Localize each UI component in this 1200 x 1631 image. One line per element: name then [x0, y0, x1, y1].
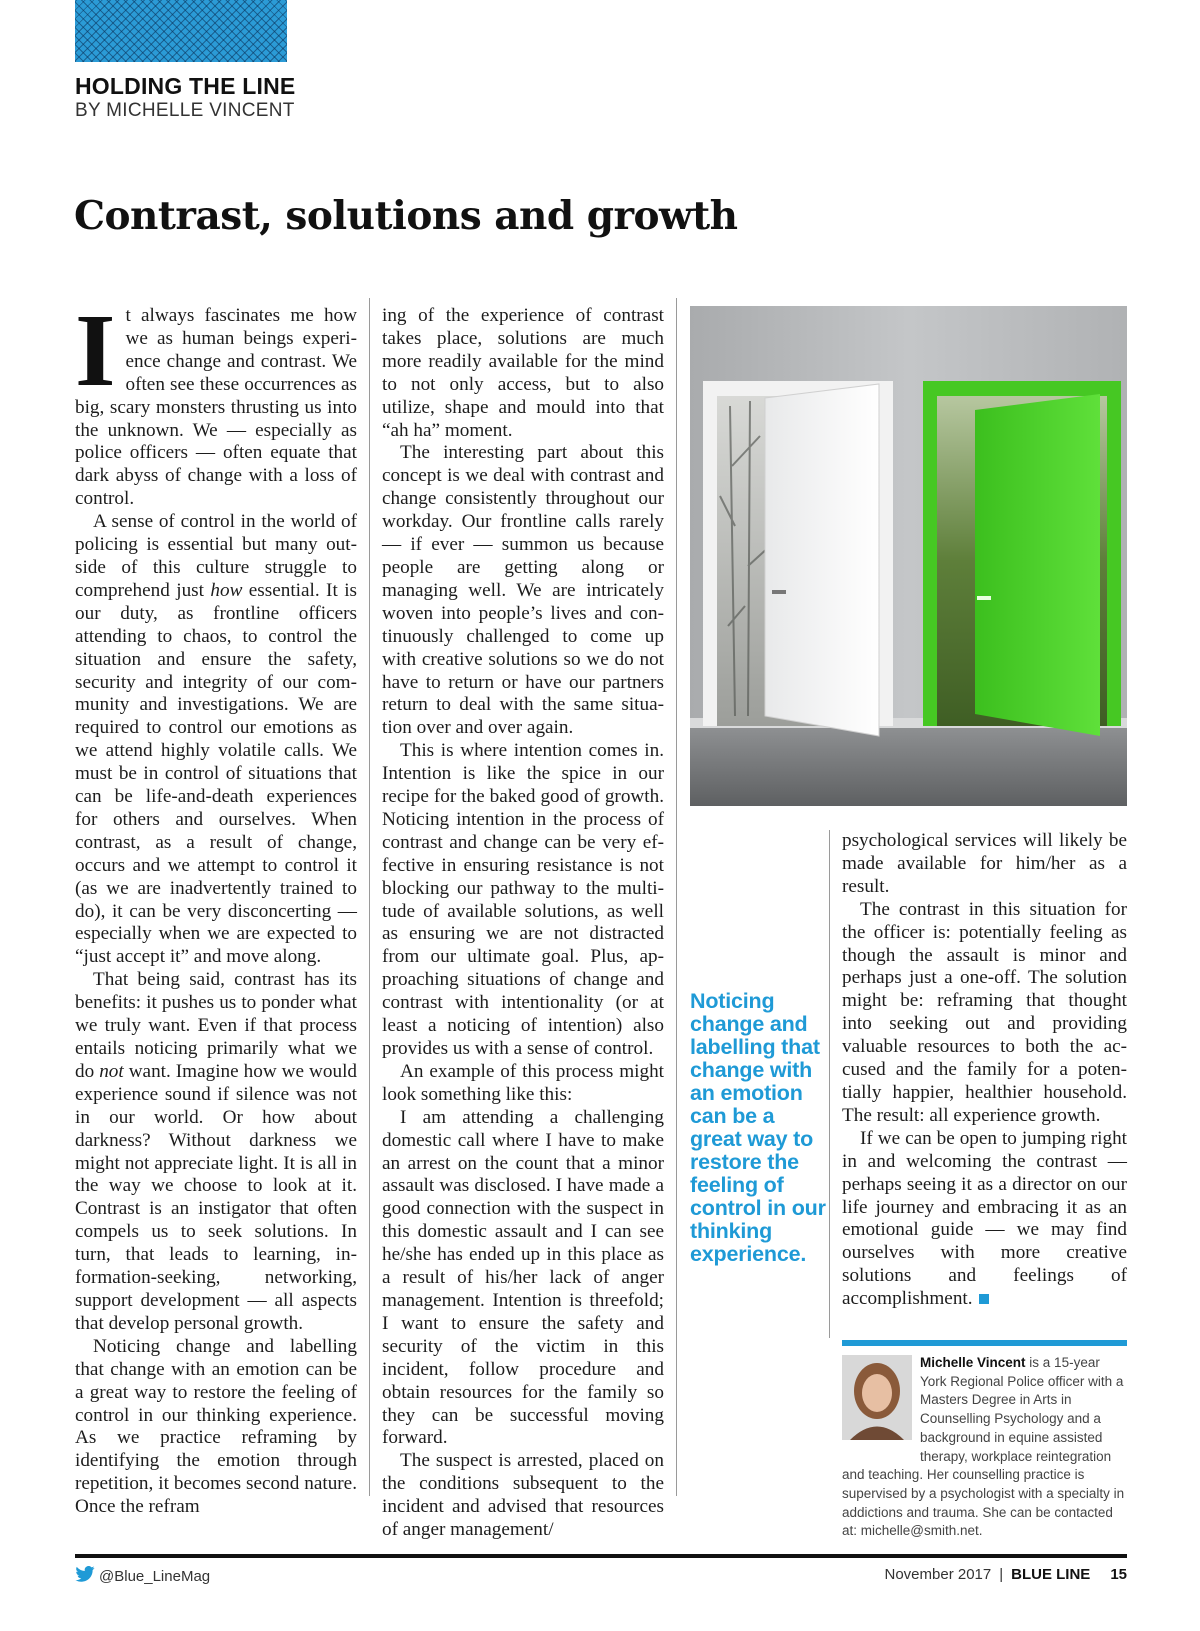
header-decoration: [75, 0, 287, 62]
paragraph: ing of the experience of contrast takes place, solutions are much more readily available for the mind to not only access, but to also utilize, shape and mould into that “ah ha” moment.: [382, 305, 664, 441]
emphasis: how: [210, 579, 243, 601]
author-name: Michelle Vincent: [920, 1355, 1026, 1370]
twitter-bird-icon: [75, 1566, 95, 1586]
end-mark-icon: [979, 1294, 989, 1304]
paragraph: The interesting part about this concept is we deal with contrast and change consistently throughout our workday. Our frontline calls rarely — if ever — summon us because people are getting along or managing well. We are intricately woven into people’s lives and continuously challenged to come up with creative solutions so we do not have to return or have our partners return to deal with the same situation over and over again.: [382, 442, 664, 739]
bio-accent-bar: [842, 1340, 1127, 1346]
column-rule: [829, 830, 830, 1338]
paragraph: [75, 969, 357, 1336]
article-column-1: [75, 293, 357, 1519]
author-bio: [842, 1354, 1127, 1541]
column-rule: [369, 298, 370, 1496]
paragraph: psychological services will likely be made available for him/her as a result.: [842, 830, 1127, 897]
paragraph: The contrast in this situation for the officer is: potentially feeling as though the assault is minor and perhaps just a one-off. The solution might be: reframing that thought into seeking out and providing valuable resources to both the accused and the family for a potentially happier, healthier household. The result: all experience growth.: [842, 898, 1127, 1126]
paragraph-text: want. Imagine how we would experience sound if silence was not in our world. Or how about darkness? Without darkness we might not appreciate light. It is all in the way we choose to look at it. Contrast is an instigator that often compels us to seek solutions. In turn, that leads to learning, information-seeking, networking, support development — all aspects that develop personal growth.: [75, 1060, 357, 1334]
article-column-3: [842, 830, 1127, 1311]
paragraph: t always fascinates me how we as human beings experience change and contrast. We often see these occurrences as big, scary monsters thrusting us into the unknown. We — especially as police officers — often equate that dark abyss of change with a loss of control.: [75, 305, 357, 510]
footer-rule: [75, 1554, 1127, 1558]
paragraph-text: essential. It is our duty, as frontline officers attending to chaos, to control the situation and ensure the safety, security and integrity of our community and investigations. We are required to control our emotions as we attend highly volatile calls. We must be in control of situations that can be life-and-death experiences for others and ourselves. When contrast, as a result of change, occurs and we attempt to control it (as we are inadvertently trained to do), it can be very disconcerting — especially when we are expected to “just accept it” and move along.: [75, 579, 357, 968]
emphasis: not: [99, 1060, 124, 1082]
paragraph-text: If we can be open to jumping right in and welcoming the contrast — perhaps seeing it as a director on our life journey and embracing it as an emotional guide — we may find ourselves with more creative solutions and feelings of accomplishment.: [842, 1127, 1127, 1310]
footer-info: [885, 1566, 1128, 1583]
section-kicker: HOLDING THE LINE: [75, 73, 296, 99]
paragraph: The suspect is arrested, placed on the conditions subsequent to the incident and advised that resources of anger management/: [382, 1450, 664, 1541]
doors-photo: [690, 306, 1127, 806]
paragraph-text: That being said, contrast has its benefits: it pushes us to ponder what we truly want. Even if that process entails noticing primarily what we do: [75, 969, 357, 1082]
paragraph: [842, 1128, 1127, 1311]
page-number: 15: [1110, 1566, 1127, 1583]
article-column-2: [382, 305, 664, 1542]
paragraph: This is where intention comes in. Intention is like the spice in our recipe for the baked good of growth. Noticing intention in the process of contrast and change can be very effective in ensuring resistance is not blocking our pathway to the multitude of available solutions, as well as ensuring we are not distracted from our ultimate goal. Plus, approaching situations of change and contrast with intentionality (or at least a noticing of intention) also provides us with a sense of control.: [382, 740, 664, 1059]
bio-photo-spacer: [842, 1354, 920, 1450]
issue-date: November 2017: [884, 1566, 992, 1583]
paragraph: Noticing change and labelling that change with an emotion can be a great way to restore the feeling of control in our thinking experience. As we practice reframing by identifying the emotion through repetition, it becomes second nature. Once the refram: [75, 1335, 357, 1518]
paragraph-text: A sense of control in the world of policing is essential but many outside of this culture struggle to comprehend just: [75, 511, 357, 601]
magazine-brand: BLUE LINE: [1011, 1566, 1091, 1583]
twitter-handle: @Blue_LineMag: [99, 1567, 211, 1585]
column-rule: [676, 298, 677, 1496]
paragraph: [75, 511, 357, 969]
twitter-link[interactable]: [75, 1566, 210, 1586]
footer-separator: |: [999, 1566, 1004, 1583]
paragraph: An example of this process might look something like this:: [382, 1060, 664, 1105]
paragraph: I am attending a challenging domestic call where I have to make an arrest on the count that a minor assault was disclosed. I have made a good connection with the suspect in this domestic assault and I can see he/she has ended up in this place as a result of his/her lack of anger management. Intention is threefold; I want to ensure the safety and security of the victim in this incident, follow procedure and obtain resources for the family so they can be successful moving forward.: [382, 1106, 664, 1449]
pull-quote: Noticing change and labelling that change with an emotion can be a great way to restore the feeling of control in our thinking experience.: [690, 989, 826, 1266]
article-title: Contrast, solutions and growth: [74, 193, 738, 239]
drop-cap: I: [75, 293, 116, 408]
byline: BY MICHELLE VINCENT: [75, 100, 295, 121]
author-bio-text: is a 15-year York Regional Police officer with a Masters Degree in Arts in Counselling Psychology and a background in equine assisted therapy, workplace reintegration and teaching. Her counselling practice is supervised by a psychologist with a specialty in addictions and trauma. She can be contacted at: michelle@smith.net.: [842, 1355, 1125, 1539]
